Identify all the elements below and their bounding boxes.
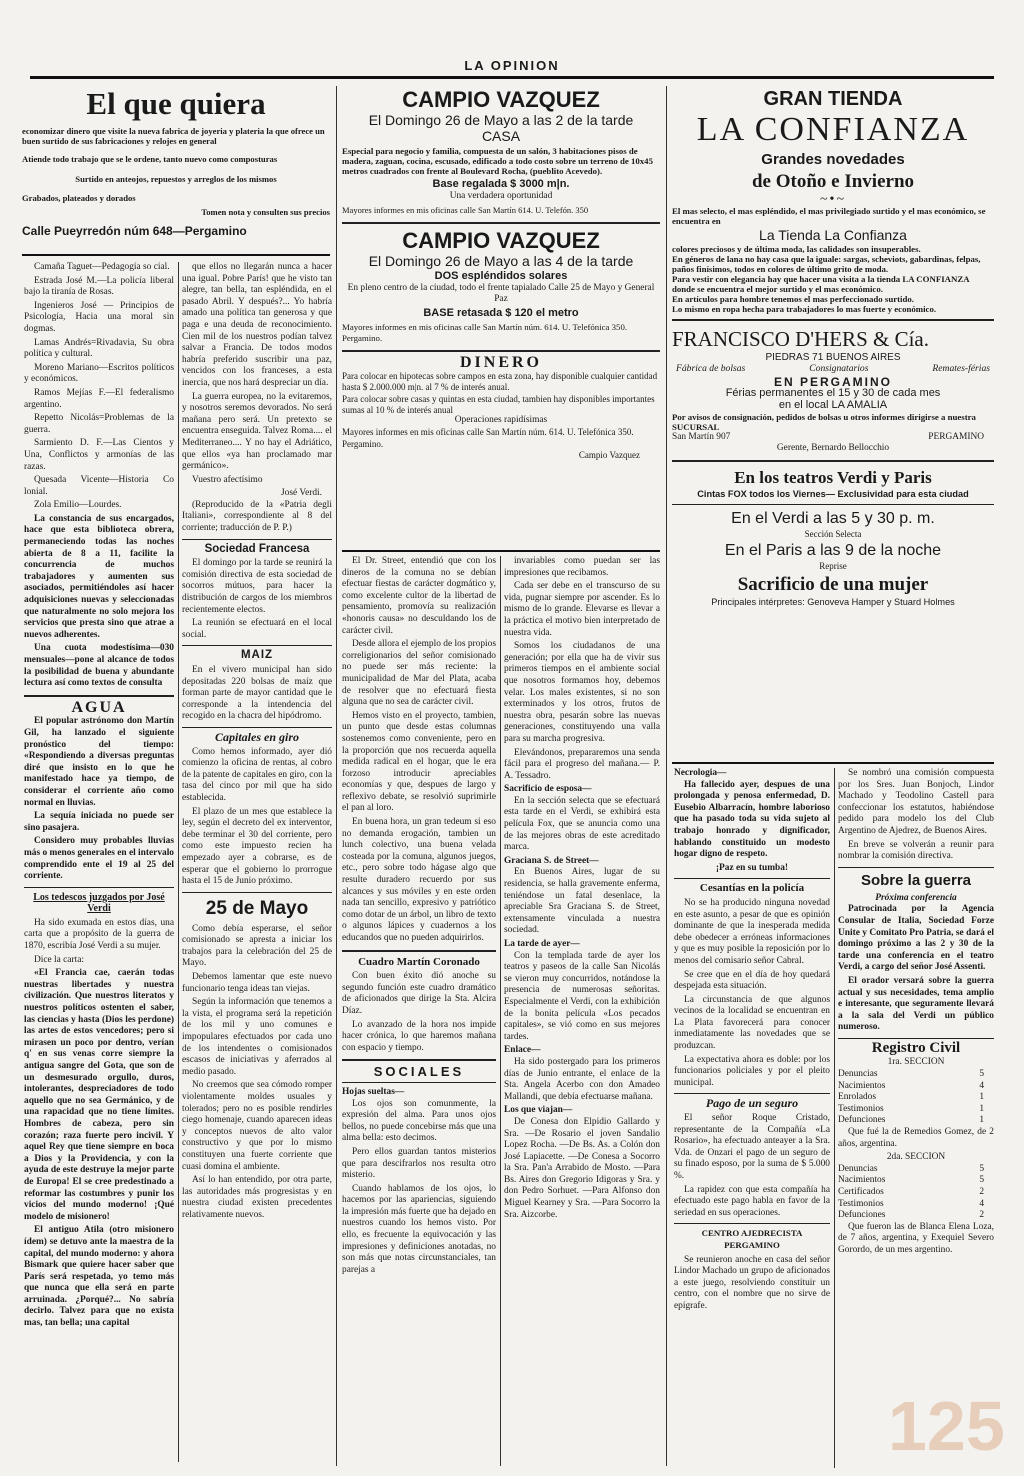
divider — [24, 695, 174, 697]
dhers-city: PERGAMINO — [928, 431, 984, 442]
maiz-title: MAIZ — [240, 649, 274, 662]
teatros-film: Sacrificio de una mujer — [737, 573, 929, 595]
cesantias-paragraph: No se ha producido ninguna novedad en este asunto, a pesar de que es opinión dominante de que la inesperada medida debe obedecer a erróneas informaciones y que es muy posible la reposición por lo menos del comisario señor Cabral. — [674, 897, 830, 966]
teatros-sub: Sección Selecta — [804, 529, 862, 540]
verdi-paragraph: que ellos no llegarán nunca a hacer una igual. Pobre París! que he visto tan alegre, tan bella, tan espléndida, en el pasado Abril. Y después?... Yo habría amado una política tan generosa y que paga e una deuda de reconocimiento. Cien mil de los nuestros podían talvez salvar a Francia. De todos modos habría preferido suscribir una paz, vencidos con los franceses, a esta inercia, que nos hará despreciar un día. — [182, 262, 332, 388]
campio-note: Una verdadera oportunidad — [449, 190, 553, 201]
divider — [674, 878, 830, 879]
registro-value: 1 — [979, 1115, 984, 1126]
library-text: La constancia de sus encargados, hace que esta biblioteca obrera, permaneciendo todas las noches abierta de 8 a 11, facilite la concurrencia de muchos trabajadores y aumenten sus asociados, permitiéndoles así hacer adquisiciones nuevas y seleccionadas que naturalmente no solo mejora los servicios que presta sino que atrae a nuevos adherentes. — [24, 513, 174, 640]
verdi-paragraph: La guerra europea, no la evitaremos, y nosotros seremos devorados. No será mañana pero será. Un pretexto se encuentra enseguida. Talvez Roma.... el Mediterraneo.... Y no hay el Adriático, que ellos «ya han proclamado mar germánico». — [182, 391, 332, 472]
campio-info: Mayores informes en mis oficinas calle San Martín 614. U. Telefón. 350 — [342, 205, 589, 216]
registro-label: Denuncias — [838, 1069, 878, 1080]
tienda-line: Grandes novedades — [761, 151, 905, 168]
sociales-subtitle: Hojas sueltas— — [342, 1086, 405, 1097]
campio-title: CAMPIO VAZQUEZ — [402, 227, 600, 253]
column-1b — [182, 262, 332, 1470]
divider — [342, 222, 660, 224]
column-2-ads — [342, 88, 660, 548]
sociales-text: En Buenos Aires, lugar de su residencia, se halla gravemente enferma, teniéndose un fatal desenlace, la apreciable Sra Graciana S. de Street, extensamente vinculada a nuestra sociedad. — [504, 867, 660, 936]
teatros-line: En el Paris a las 9 de la noche — [724, 541, 942, 559]
tienda-body: Lo mismo en ropa hecha para trabajadores lo mas fuerte y económico. — [672, 303, 937, 314]
cesantias-paragraph: Se cree que en el día de hoy quedará despejada esta situación. — [674, 969, 830, 992]
dhers-line: PIEDRAS 71 BUENOS AIRES — [765, 351, 901, 363]
ad-line: Tomen nota y consulten sus precios — [201, 206, 330, 217]
tienda-body: En artículos para hombre tenemos el mas perfeccionado surtido. — [672, 293, 914, 304]
column-divider — [666, 86, 667, 1466]
verdi-paragraph: Vuestro afectísimo — [192, 474, 263, 485]
mayo-title: 25 de Mayo — [205, 897, 309, 919]
column-3-ads — [672, 88, 994, 760]
list-item: Zola Emilio—Lourdes. — [34, 500, 122, 511]
ornament: ~•~ — [819, 192, 847, 207]
agua-paragraph: Considero muy probables lluvias más o menos generales en el intervalo comprendido ente el 19 al 25 del corriente. — [24, 836, 174, 882]
tienda-shop: La Tienda La Confianza — [759, 226, 907, 243]
list-item: Ramos Mejías F.—El federalismo argentino. — [24, 387, 174, 410]
sociales-paragraph: Cuando hablamos de los ojos, lo hacemos por las apariencias, siguiendo la impresión más fuerte que ha dejado en nuestros cuando los hemos visto. Por ello, es frecuente la equivocación y las impresiones y definiciones anotadas, no son más que notas circunstanciales, tan parejas a — [342, 1183, 496, 1275]
ajedrez-text: Se nombró una comisión compuesta por los Sres. Juan Bonjoch, Lindor Machado y Teodolino Castell para confeccionar los estatutos, habiéndose pedido para modelo los del Club Argentino de Ajedrez, de Buenos Aires. — [838, 768, 994, 836]
capitales-paragraph: El plazo de un mes que establece la ley, según el decreto del ex interventor, debe terminar el 30 del corriente, pero como este impuesto recien ha empezado ayer a cobrarse, es de esperar que el gobierno lo prorrogue hasta el 15 de Junio próximo. — [182, 806, 332, 887]
campio-line: El Domingo 26 de Mayo a las 4 de la tarde — [368, 252, 634, 269]
dhers-line: Férias permanentes el 15 y 30 de cada mes — [725, 387, 941, 400]
column-divider — [500, 556, 501, 1466]
registro-row — [838, 1199, 994, 1211]
sociales-head: Sacrificio de esposa— — [504, 784, 592, 795]
registro-row — [838, 1210, 994, 1222]
mayo-paragraph: Como debía esperarse, el señor comisionado se apresta a iniciar los trabajos para la celebración del 25 de Mayo. — [182, 923, 332, 969]
tienda-body: Para vestir con elegancia hay que hacer una visita a la tienda LA CONFIANZA donde se encuentra el mejor surtido y el mas económico. — [672, 273, 970, 294]
street-paragraph: En buena hora, un gran tedeum si eso no demanda erogación, tambien un lunch colectivo, una buena velada costeada por la comuna, algunos juegos, etc., pero sobre todo hágase algo que resulte duradero recuerdo por sus alcances y sus móviles y en este orden nada tan sencillo, expresivo y patriótico como dotar de un árbol, un libro de texto o algunos lápices y cuadernos a los educandos que no pueden adquirirlos. — [342, 817, 496, 943]
mayo-paragraph: Debemos lamentar que este nuevo funcionario tenga ideas tan viejas. — [182, 972, 332, 994]
registro-label: Defunciones — [838, 1115, 886, 1126]
ad-line: Atiende todo trabajo que se le ordene, tanto nuevo como composturas — [22, 154, 278, 164]
capitales-paragraph: Como hemos informado, ayer dió comienzo la oficina de rentas, al cobro de la patente de capitales en giro, con la tasa del cinco por mil que ha sido establecida. — [182, 746, 332, 803]
cesantias-title: Cesantías en la policía — [699, 882, 805, 895]
registro-row — [838, 1081, 994, 1093]
registro-note: Que fueron las de Blanca Elena Loza, de 7 años, argentina, y Exequiel Severo Gorordo, de un mes argentino. — [838, 1221, 994, 1255]
archive-stamp: 125 — [888, 1387, 1005, 1465]
dhers-title: FRANCISCO D'HERS & Cía. — [672, 326, 929, 351]
tienda-title: GRAN TIENDA — [763, 88, 903, 110]
guerra-paragraph: El orador versará sobre la guerra actual y sus necesidades, tema amplio e interesante, que seguramente llevará a la sala del Verdi un público numeroso. — [838, 975, 994, 1033]
verdi-signature: José Verdi. — [281, 488, 322, 499]
sociales-paragraph: Cada ser debe en el transcurso de su vida, pugnar siempre por ascender. Es lo mismo de lo grande. Elevarse es llevar a la práctica el motivo bien interpretado de nuestra vida. — [504, 581, 660, 638]
guerra-subtitle: Próxima conferencia — [875, 892, 957, 903]
registro-label: Nacimientos — [838, 1175, 886, 1186]
library-list — [24, 262, 174, 512]
agua-title: AGUA — [71, 698, 127, 716]
campio-title: CAMPIO VAZQUEZ — [402, 88, 600, 112]
tienda-body: colores preciosos y de última moda, las calidades son insuperables. — [672, 243, 921, 254]
registro-row — [838, 1187, 994, 1199]
ad-line: economizar dinero que visite la nueva fabrica de joyeria y plateria la que ofrece un buen surtido de sus fabricaciones y relojes en general — [22, 126, 325, 146]
sociales-text: De Conesa don Elpidio Gallardo y Sra. —De Rosario el joven Sandalio Lopez Rocha. —De Bs. As. a Colón don José Lapiacette. —De Conesa a Socorro la Sra. Pan'a Arrabido de Mosto. —Para Bs. Aires don Gregorio Idigoras y Sra. y don Pedro Sorhuet. —Para Alfonso don Miguel Kearney y Sra. —Para Socorro la Sra. Aizcorbe. — [504, 1116, 660, 1220]
cesantias-paragraph: La circunstancia de que algunos vecinos de la localidad se encuentran en La Plata favorecerá para conocer inmediatamente las novedades que se produzcan. — [674, 994, 830, 1052]
sociales-paragraph: Los ojos son comunmente, la expresión del alma. Para unos ojos bellos, no puede concebirse más que una alma bella: esto decimos. — [342, 1098, 496, 1144]
divider — [838, 1038, 994, 1039]
verdi-paragraph: «El Francia cae, caerán todas nuestras libertades y nuestra civilización. Que nuestros literatos y nuestros políticos ostenten el saber, las ciencias y hasta (Dios les perdone) las artes de estos vencedores; pero si mirasen un poco por dentro, verían q' en sus venas corre siempre la antigua sangre del Gota, que son de un desmesurado orgullo, duros, intolerantes, despreciadores de todo aquello que no sea Germánico, y de una rapacidad que no tiene límites. Hombres de cabeza, pero sin corazón; raza fuerte pero incivil. Y aquel Rey que tiene siempre en boca a Dios y la Providencia, y con la ayuda de este destruye la mejor parte de Europa! El se cree predestinado a reformar las costumbres y punir los vicios del mundo moderno! ¡Qué modelo de misionero! — [24, 968, 174, 1222]
agua-paragraph: El popular astrónomo don Martín Gil, ha lanzado el siguiente pronóstico del tiempo: «Respondiendo a diversas preguntas diré que insisto en lo que he manifestado hace ya tiempo, de considerar el corriente año como normal en lluvias. — [24, 716, 174, 808]
dinero-body: Para colocar en hipotecas sobre campos en esta zona, hay disponible cualquier cantidad hasta $ 2.000.000 m|n. al 7 % de interés anual. — [342, 371, 658, 392]
registro-value: 1 — [979, 1103, 984, 1114]
registro-value: 2 — [979, 1187, 984, 1197]
masthead: LA OPINION — [464, 58, 560, 73]
verdi-paragraph: Ha sido exumada en estos días, una carta que a propósito de la guerra de 1870, escribía José Verdi a su mujer. — [24, 917, 174, 952]
verdi-paragraph: Dice la carta: — [34, 954, 84, 965]
teatros-title: En los teatros Verdi y Paris — [734, 467, 932, 487]
registro-value: 5 — [979, 1069, 984, 1080]
registro-label: Testimonios — [838, 1198, 884, 1209]
seguro-title: Pago de un seguro — [705, 1096, 799, 1111]
registro-row — [838, 1164, 994, 1176]
mayo-paragraph: Así lo han entendido, por otra parte, las autoridades más progresistas y en nuestra ciudad existen precedentes relativamente nuevos. — [182, 1175, 332, 1220]
divider — [182, 892, 332, 893]
coronado-paragraph: Con buen éxito dió anoche su segundo función este cuadro dramático de aficionados que dirige la Sta. Alcira Díaz. — [342, 971, 496, 1016]
divider — [342, 1059, 496, 1061]
sociales-text: Con la templada tarde de ayer los teatros y paseos de la calle San Nicolás se vieron muy concurridos, notándose la presencia de numerosas señoritas. Especialmente el Verdi, con la exhibición de la bonita película «Los pecados capitales», se vió como en sus mejores tardes. — [504, 950, 660, 1042]
divider — [182, 727, 332, 728]
divider — [342, 350, 660, 352]
registro-value: 5 — [979, 1175, 984, 1186]
necrologia-title: Necrologia— — [674, 768, 727, 778]
agua-paragraph: La sequía iniciada no puede ser sino pasajera. — [24, 811, 174, 833]
registro-label: Certificados — [838, 1187, 884, 1197]
campio-base: Base regalada $ 3000 m|n. — [432, 178, 570, 190]
teatros-cast: Principales intérpretes: Genoveva Hamper y Stuard Holmes — [711, 596, 955, 607]
necrologia-text: Ha fallecido ayer, despues de una prolongada y penosa enfermedad, D. Eusebio Albarracín, hombre laborioso que ha pasado toda su vida sujeto al trabajo honrado y dignificador, hablando constituido un modesto hogar digno de respeto. — [674, 779, 830, 860]
column-2b — [504, 556, 660, 1468]
sociales-head: Graciana S. de Street— — [504, 855, 599, 866]
campio-line: El Domingo 26 de Mayo a las 2 de la tarde — [368, 112, 634, 128]
maiz-paragraph: En el vivero municipal han sido depositadas 220 bolsas de maíz que forman parte de mayor cantidad que le corresponde a la intendencia del recogido en la chacra del hipódromo. — [182, 665, 332, 722]
tienda-body: El mas selecto, el mas espléndido, el mas privilegiado surtido y el mas económico, se encuentra en — [672, 205, 986, 226]
dhers-line: en el local LA AMALIA — [778, 398, 888, 411]
list-item: Moreno Mariano—Escritos políticos y económicos. — [24, 362, 174, 385]
street-paragraph: El Dr. Street, entendió que con los dineros de la comuna no se debían efectuar fiestas de carácter dogmático y, como excelente cultor de la libertad de pensamiento, promovía su realización «honoris causa» no desculdando los de carácter civil. — [342, 556, 496, 636]
coronado-paragraph: Lo avanzado de la hora nos impide hacer crónica, lo que haremos mañana con espacio y tiempo. — [342, 1019, 496, 1053]
column-1a — [24, 262, 174, 1470]
top-rule — [30, 76, 994, 79]
registro-value: 2 — [979, 1210, 984, 1221]
sociales-head: La tarde de ayer— — [504, 939, 580, 949]
francesa-title: Sociedad Francesa — [204, 542, 310, 555]
guerra-title: Sobre la guerra — [860, 871, 972, 889]
dhers-service: Remates-férias — [932, 363, 990, 375]
capitales-title: Capitales en giro — [214, 729, 299, 744]
divider — [674, 1093, 830, 1094]
ad-line: Grabados, plateados y dorados — [22, 193, 136, 204]
list-item: Quesada Vicente—Historia Co lonial. — [24, 475, 174, 497]
ajedrez-text: En breve se volverán a reunir para nombrar la comisión directiva. — [838, 839, 994, 862]
verdi-title: Los tedescos juzgados por José Verdi — [33, 891, 165, 915]
dhers-addr: San Martín 907 — [672, 431, 731, 442]
dhers-line: Por avisos de consignación, pedidos de bolsas u otros informes dirigirse a nuestra SUCURSAL — [672, 411, 976, 432]
campio-body: En pleno centro de la ciudad, todo el frente tapialado Calle 25 de Mayo y General Paz — [347, 282, 655, 305]
registro-label: Denuncias — [838, 1163, 878, 1174]
dinero-body: Para colocar sobre casas y quintas en esta ciudad, tambien hay disponibles importantes sumas al 10 % de interés anual — [342, 394, 655, 415]
teatros-line: En el Verdi a las 5 y 30 p. m. — [731, 510, 935, 528]
registro-row — [838, 1175, 994, 1187]
guerra-paragraph: Patrocinada por la Agencia Consular de Italia, Sociedad Forze Unite y Comitato Pro Patria, se dará el domingo próximo a las 2 y 30 de la tarde una conferencia en el teatro Verdi, a cargo del señor José Assenti. — [838, 904, 994, 973]
ajedrez-title: CENTRO AJEDRECISTA PERGAMINO — [701, 1228, 803, 1250]
column-3a — [674, 768, 830, 1468]
divider — [838, 867, 994, 868]
dhers-line: EN PERGAMINO — [773, 374, 892, 389]
street-paragraph: Desde allora el ejemplo de los propios correligionarios del señor comisionado no puede ser más reciente: la municipalidad de Mar del Plata, acaba de resolver que no efectuará fiesta alguna que no sea de carácter civil. — [342, 639, 496, 708]
campio-line: CASA — [481, 128, 521, 144]
registro-value: 5 — [979, 1163, 984, 1174]
column-divider — [336, 86, 337, 1466]
dhers-service: Consignatarios — [809, 363, 869, 375]
registro-label: Defunciones — [838, 1210, 886, 1221]
registro-row — [838, 1115, 994, 1127]
divider — [674, 1223, 830, 1224]
sociales-head: Enlace— — [504, 1045, 541, 1056]
section-rule — [342, 550, 660, 552]
section-rule — [22, 254, 330, 256]
seguro-paragraph: El señor Roque Cristado, representante de la Compañía «La Rosario», ha efectuado anteayer a la Sra. Vda. de Onzari el pago de un seguro de su finado esposo, por la suma de $ 5.000 %. — [674, 1113, 830, 1181]
cesantias-paragraph: La expectativa ahora es doble: por los funcionarios policiales y por el pleito municipal. — [674, 1054, 830, 1088]
dinero-title: DINERO — [459, 353, 542, 371]
sociales-title: SOCIALES — [373, 1064, 465, 1080]
teatros-sub: Reprise — [819, 560, 847, 571]
sociales-paragraph: Somos los ciudadanos de una generación; por ella que ha de vivir sus primeros tiempos en el ambiente social que nosotros formamos hoy, debemos velar. Los males existentes, si no son exterminados y los otros, frutos de nuestra obra, pesarán sobre las nuevas generaciones, constituyendo una valla para su marcha progresiva. — [504, 641, 660, 744]
mayo-paragraph: No creemos que sea cómodo romper violentamente moldes usuales y tolerados; pero no es posible rendirles ciego homenaje, cuando aparecen ideas y conceptos nuevos de alto valor constructivo y que por lo mismo constituyen una fuerte corriente que cuasi domina el ambiente. — [182, 1080, 332, 1172]
teatros-line: Cintas FOX todos los Viernes— Exclusividad para esta ciudad — [697, 488, 969, 499]
francesa-paragraph: El domingo por la tarde se reunirá la comisión directiva de esta sociedad de socorros mútuos, para hacer la distribución de cargos de los miembros recientemente electos. — [182, 558, 332, 615]
tienda-body: En géneros de lana no hay casa que la iguale: sargas, scheviots, gabardinas, felpas, paños finísimos, todos en colores de último grito de moda. — [672, 253, 981, 274]
campio-info: Mayores informes en mis oficinas calle San Martín núm. 614. U. Telefónica 350. Pergamino. — [342, 321, 628, 344]
section-rule — [672, 762, 994, 764]
francesa-paragraph: La reunión se efectuará en el local social. — [182, 618, 332, 640]
divider — [182, 539, 332, 540]
sociales-text: En la sección selecta que se efectuará esta tarde en el Verdi, se exhibirá esta película Fox, que se anuncia como una de las mejores obras de este acreditado marca. — [504, 795, 660, 853]
registro-value: 4 — [979, 1080, 984, 1091]
library-text: Una cuota modestísima—030 mensuales—pone al alcance de todos la posibilidad de buena y abundante lectura así como textos de consulta — [24, 643, 174, 689]
column-3b — [838, 768, 994, 1468]
list-item: Repetto Nicolás=Problemas de la guerra. — [24, 413, 174, 435]
registro-section: 1ra. SECCION — [887, 1057, 945, 1068]
column-2a — [342, 556, 496, 1468]
dhers-service: Fábrica de bolsas — [676, 363, 746, 375]
street-paragraph: Hemos visto en el proyecto, tambien, un punto que desde estas columnas sostenemos como conveniente, pero en la proporción que nos recuerda aquella medida radical en el hogar, que le era forzoso introducir apreciables economías y que, despues de largo y reflexivo debate, se resolvió suprimirle el pan al loro. — [342, 710, 496, 814]
dinero-ops: Operaciones rapidísimas — [454, 415, 548, 426]
registro-note: Que fué la de Remedios Gomez, de 2 años, argentina. — [838, 1127, 994, 1149]
campio-line: DOS espléndidos solares — [434, 269, 568, 282]
sociales-paragraph: Elevándonos, prepararemos una senda fácil para el progreso del mañana.— P. A. Tessadro. — [504, 747, 660, 781]
registro-row — [838, 1104, 994, 1116]
column-divider — [834, 768, 835, 1468]
ajedrez-text: Se reunieron anoche en casa del señor Lindor Machado un grupo de aficionados a este juego, resolviendo constituir un centro, con el nombre que no sirve de epígrafe. — [674, 1254, 830, 1311]
mayo-paragraph: Según la información que tenemos a la vista, el programa será la repetición de los mil y uno comunes e impopulares efectuados por cada uno de los intendentes o comisionados escasos de iniciativas y aferrados al medio pasado. — [182, 997, 332, 1077]
sociales-paragraph: Pero ellos guardan tantos misterios que para descifrarlos nos resulta otro misterio. — [342, 1146, 496, 1181]
registro-row — [838, 1092, 994, 1104]
list-item: Sarmiento D. F.—Las Cientos y Una, Conflictos y armonías de las razas. — [24, 438, 174, 472]
dinero-signature: Campio Vazquez — [578, 450, 640, 461]
verdi-note: (Reproducido de la «Patria degli Italiani», correspondiente al 8 del corriente; traducción de P. P.) — [182, 499, 332, 534]
dinero-info: Mayores informes en mis oficinas calle San Martín núm. 614. U. Telefónica 350. Pergamino. — [342, 426, 634, 449]
registro-title: Registro Civil — [871, 1039, 961, 1056]
list-item: Lamas Andrés=Rivadavia, Su obra política y cultural. — [24, 337, 174, 360]
sociales-text: Ha sido postergado para los primeros días de Junio entrante, el enlace de la Sta. Angela Acerbo con don Amadeo Mallandi, que debía efectuarse mañana. — [504, 1056, 660, 1102]
campio-body: Especial para negocio y familia, compuesta de un salón, 3 habitaciones pisos de madera, zaguan, cocina, escusado, edificado a todo costo sobre un terreno de 10x45 metros cuadrados con frente al Boulevard Rocha, (pueblito Acevedo). — [342, 146, 653, 176]
divider — [24, 887, 174, 888]
verdi-paragraph: El antiguo Atila (otro misionero ídem) se detuvo ante la maestra de la capital, del mundo moderno: y ahora Bismark que quiere hacer saber que París será respetada, yo temo más que nunca que ella será en parte arruinada. ¿Porqué?... No sabría decirlo. Talvez para que no exista mas, tan bella; una capital — [24, 1225, 174, 1329]
ad-title: El que quiera — [86, 86, 266, 121]
dhers-services — [672, 363, 994, 375]
list-item: Ingenieros José — Principios de Psicología, Hacia una moral sin dogmas. — [24, 300, 174, 334]
registro-label: Enrolados — [838, 1092, 877, 1103]
registro-label: Nacimientos — [838, 1080, 886, 1091]
seguro-paragraph: La rapidez con que esta compañía ha efectuado este pago habla en favor de la seriedad en sus operaciones. — [674, 1184, 830, 1218]
list-item: Camaña Taguet—Pedagogía so cial. — [34, 262, 170, 272]
registro-value: 1 — [979, 1092, 984, 1103]
divider — [672, 504, 994, 505]
column-divider — [178, 262, 179, 1462]
ad-address: Calle Pueyrredón núm 648—Pergamino — [22, 224, 247, 239]
tienda-line: de Otoño e Invierno — [751, 171, 915, 192]
registro-section: 2da. SECCION — [886, 1152, 946, 1163]
divider — [672, 460, 994, 462]
ad-el-que-quiera — [22, 86, 330, 256]
tienda-name: LA CONFIANZA — [696, 111, 970, 148]
coronado-title: Cuadro Martín Coronado — [358, 955, 480, 968]
sociales-paragraph: invariables como puedan ser las impresiones que recibamos. — [504, 556, 660, 578]
registro-value: 4 — [979, 1198, 984, 1209]
list-item: Estrada José M.—La policía liberal bajo la tiranía de Rosas. — [24, 275, 174, 298]
ad-line: Surtido en anteojos, repuestos y arreglos de los mismos — [75, 173, 277, 184]
registro-label: Testimonios — [838, 1103, 884, 1114]
necrologia-end: ¡Paz en su tumba! — [715, 862, 789, 873]
campio-base: BASE retasada $ 120 el metro — [423, 306, 579, 319]
sociales-head: Los que viajan— — [504, 1105, 573, 1116]
dhers-address — [672, 432, 994, 444]
divider — [342, 950, 496, 952]
divider — [672, 319, 994, 321]
registro-row — [838, 1069, 994, 1081]
divider — [182, 645, 332, 646]
divider — [342, 1082, 496, 1083]
dhers-manager: Gerente, Bernardo Bellocchio — [776, 443, 890, 454]
